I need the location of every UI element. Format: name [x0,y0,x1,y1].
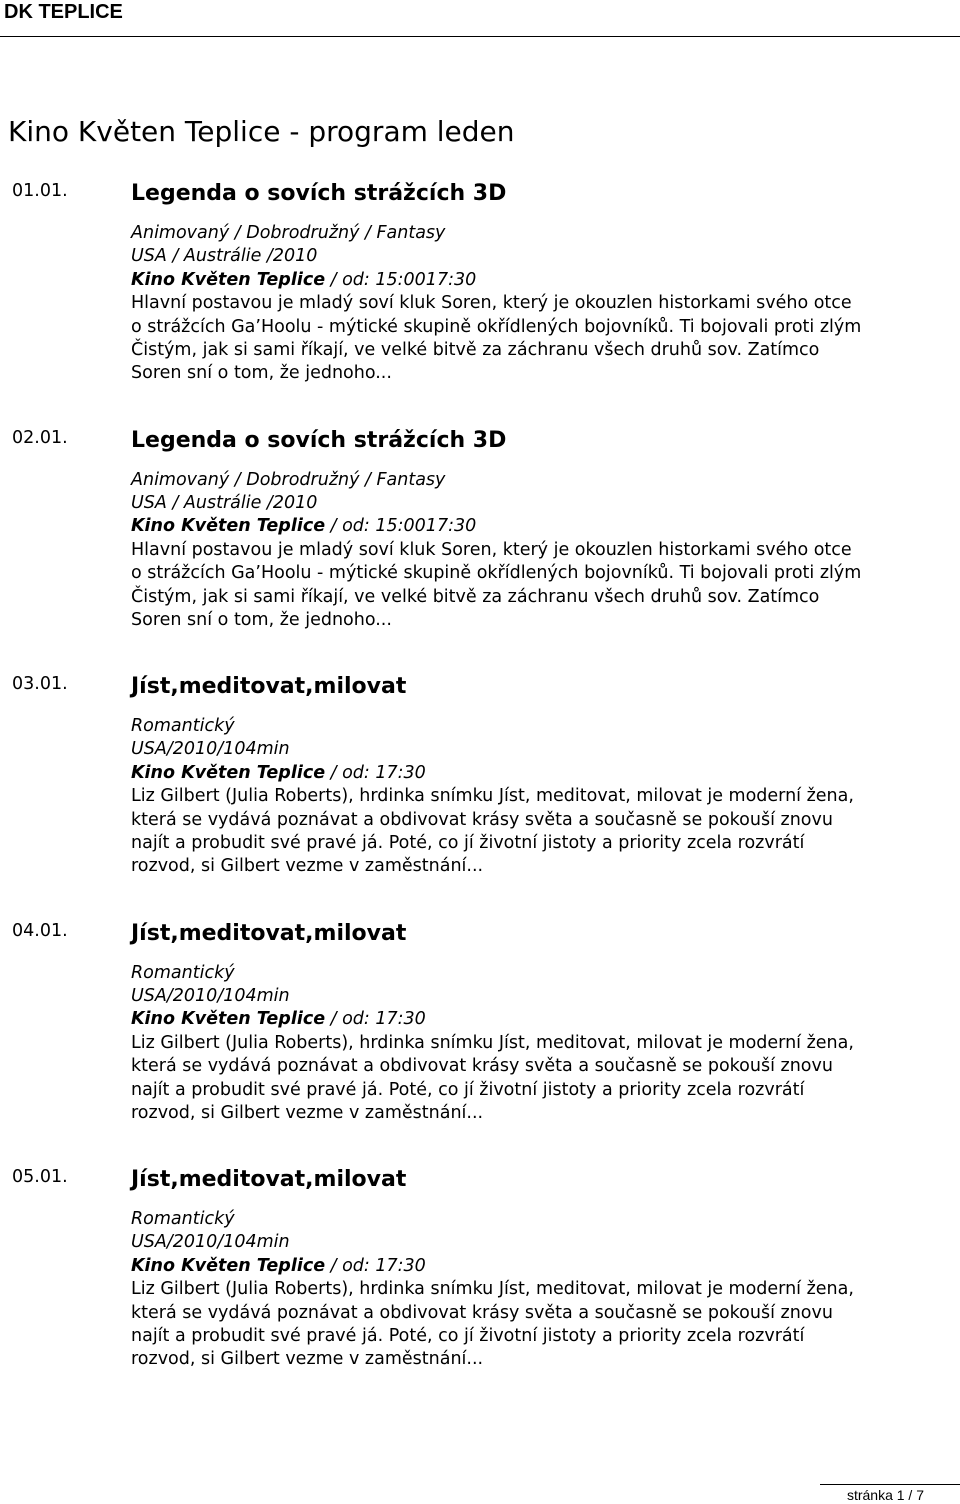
film-description: Hlavní postavou je mladý soví kluk Soren, který je okouzlen historkami svého otce o strážcích Ga’Hoolu - mýtické skupině okřídlených bojovníků. Ti bojovali proti zlým Čistým, jak si sami říkají, ve velké bitvě za záchranu všech druhů sov. Zatímco Soren sní o tom, že jednoho... [131,539,862,630]
screening-info [131,762,871,785]
time-prefix: / od: [325,762,376,783]
time-prefix: / od: [325,1255,376,1276]
spacer [131,460,871,469]
page-title: Kino Květen Teplice - program leden [8,115,515,148]
film-genre: Romantický [131,962,235,983]
screening-date: 04.01. [12,920,68,941]
program-entry [0,1161,960,1408]
time-prefix: / od: [325,269,376,290]
venue-name: Kino Květen Teplice [131,1255,326,1276]
screening-time: 15:0017:30 [375,269,477,290]
entry-body [131,1161,871,1372]
entry-body [131,175,871,386]
program-list [0,175,960,1408]
page-footer [0,1480,960,1504]
footer-divider [820,1484,960,1485]
film-origin: USA/2010/104min [131,739,290,760]
program-entry [0,422,960,669]
screening-info [131,515,871,538]
spacer [131,706,871,715]
program-entry [0,668,960,915]
film-genre: Animovaný / Dobrodružný / Fantasy [131,469,446,490]
screening-info [131,269,871,292]
program-entry [0,915,960,1162]
screening-date: 02.01. [12,427,68,448]
screening-date: 03.01. [12,674,68,694]
film-origin: USA / Austrálie /2010 [131,246,318,267]
screening-date: 01.01. [12,181,68,201]
spacer [131,1199,871,1208]
venue-name: Kino Květen Teplice [131,516,326,537]
film-title: Jíst,meditovat,milovat [131,1167,407,1192]
film-origin: USA/2010/104min [131,985,290,1006]
spacer [131,953,871,962]
screening-time: 15:0017:30 [375,516,477,537]
venue-name: Kino Květen Teplice [131,269,326,290]
film-title: Legenda o sovích strážcích 3D [131,427,507,453]
entry-body [131,422,871,633]
spacer [131,213,871,222]
screening-info [131,1008,871,1031]
film-title: Jíst,meditovat,milovat [131,674,407,699]
screening-time: 17:30 [375,1009,426,1030]
screening-info [131,1255,871,1278]
site-name: DK TEPLICE [4,1,123,23]
venue-name: Kino Květen Teplice [131,762,326,783]
time-prefix: / od: [325,1009,376,1030]
entry-body [131,668,871,879]
film-title: Jíst,meditovat,milovat [131,920,407,946]
film-description: Liz Gilbert (Julia Roberts), hrdinka snímku Jíst, meditovat, milovat je moderní žena, která se vydává poznávat a obdivovat krásy světa a současně se pokouší znovu najít a probudit své pravé já. Poté, co jí životní jistoty a priority zcela rozvrátí rozvod, si Gilbert vezme v zaměstnání... [131,1032,854,1123]
film-description: Liz Gilbert (Julia Roberts), hrdinka snímku Jíst, meditovat, milovat je moderní žena, která se vydává poznávat a obdivovat krásy světa a současně se pokouší znovu najít a probudit své pravé já. Poté, co jí životní jistoty a priority zcela rozvrátí rozvod, si Gilbert vezme v zaměstnání... [131,1279,854,1370]
header-divider [0,36,960,37]
entry-body [131,915,871,1126]
venue-name: Kino Květen Teplice [131,1009,326,1030]
film-description: Liz Gilbert (Julia Roberts), hrdinka snímku Jíst, meditovat, milovat je moderní žena, která se vydává poznávat a obdivovat krásy světa a současně se pokouší znovu najít a probudit své pravé já. Poté, co jí životní jistoty a priority zcela rozvrátí rozvod, si Gilbert vezme v zaměstnání... [131,786,854,877]
screening-time: 17:30 [375,1255,426,1276]
screening-date: 05.01. [12,1167,68,1187]
time-prefix: / od: [325,516,376,537]
page-number: stránka 1 / 7 [846,1487,924,1503]
film-description: Hlavní postavou je mladý soví kluk Soren, který je okouzlen historkami svého otce o strážcích Ga’Hoolu - mýtické skupině okřídlených bojovníků. Ti bojovali proti zlým Čistým, jak si sami říkají, ve velké bitvě za záchranu všech druhů sov. Zatímco Soren sní o tom, že jednoho... [131,293,862,384]
film-origin: USA / Austrálie /2010 [131,492,318,513]
program-entry [0,175,960,422]
film-genre: Romantický [131,1209,235,1229]
film-origin: USA/2010/104min [131,1232,290,1253]
film-genre: Animovaný / Dobrodružný / Fantasy [131,223,446,243]
site-header [0,0,960,38]
film-title: Legenda o sovích strážcích 3D [131,181,507,206]
film-genre: Romantický [131,716,235,736]
screening-time: 17:30 [375,762,426,783]
